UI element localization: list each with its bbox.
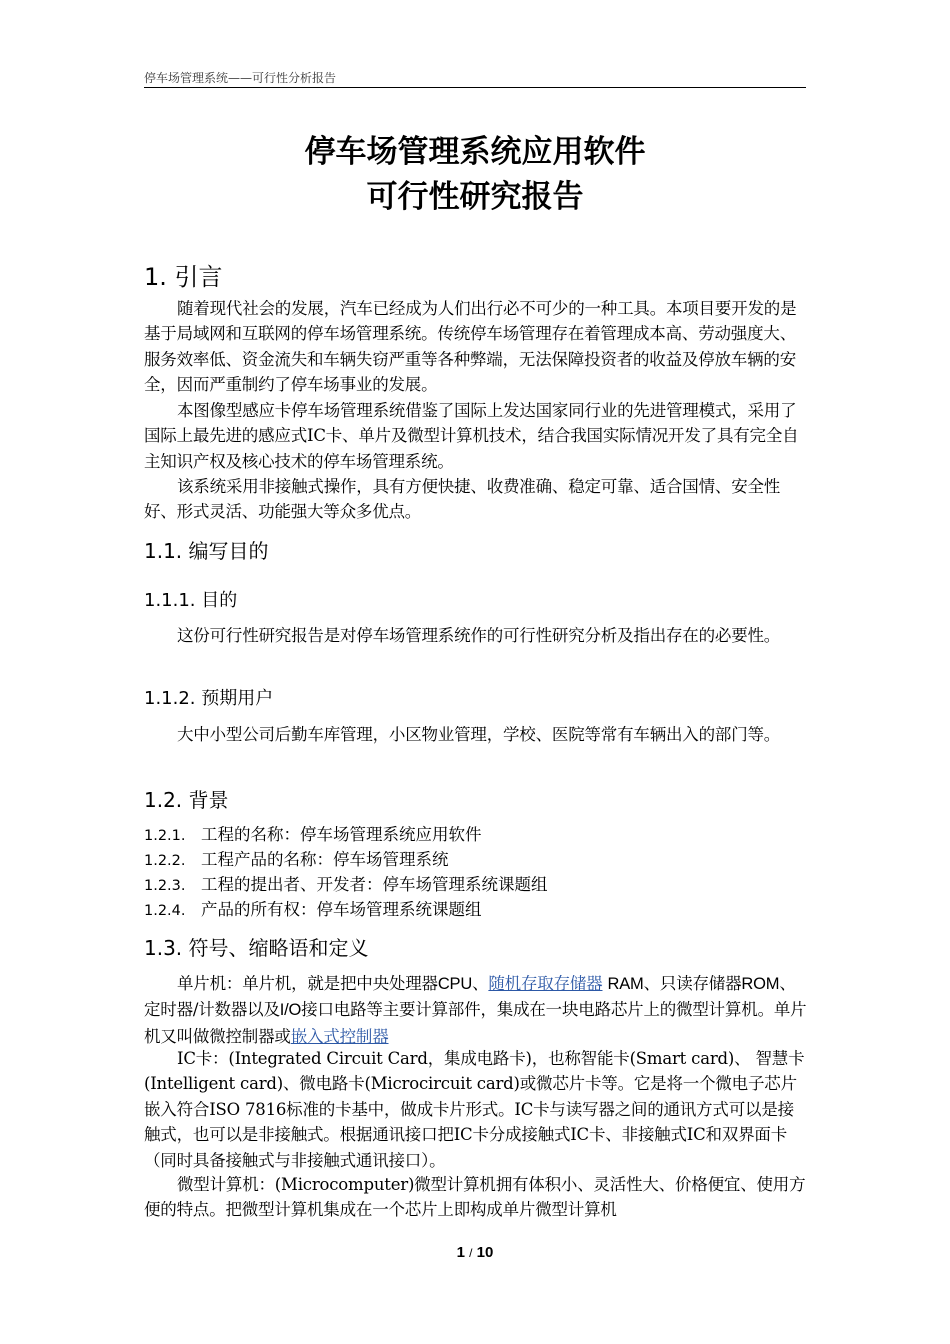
heading-1-2 xyxy=(144,784,229,813)
heading-number: 1. xyxy=(144,263,167,291)
intro-paragraph-3: 该系统采用非接触式操作，具有方便快捷、收费准确、稳定可靠、适合国情、安全性好、形式灵活、功能强大等众多优点。 xyxy=(144,477,781,522)
heading-text: 背景 xyxy=(188,788,229,812)
heading-text: 符号、缩略语和定义 xyxy=(188,936,369,960)
ram-link[interactable]: 随机存取存储器 xyxy=(488,974,603,993)
intro-paragraph-1: 随着现代社会的发展，汽车已经成为人们出行必不可少的一种工具。本项目要开发的是基于局域网和互联网的停车场管理系统。传统停车场管理存在着管理成本高、劳动强度大、服务效率低、资金流失和车辆失窃严重等各种弊端，无法保障投资者的收益及停放车辆的安全，因而严重制约了停车场事业的发展。 xyxy=(144,299,797,395)
heading-1 xyxy=(144,257,223,292)
heading-text: 引言 xyxy=(174,263,223,291)
microcomputer-definition: 微型计算机：(Microcomputer)微型计算机拥有体积小、灵活性大、价格便宜、使用方便的特点。把微型计算机集成在一个芯片上即构成单片微型计算机 xyxy=(144,1175,806,1220)
purpose-paragraph: 这份可行性研究报告是对停车场管理系统作的可行性研究分析及指出存在的必要性。 xyxy=(177,626,781,645)
list-item: 1.2.3. 工程的提出者、开发者：停车场管理系统课题组 xyxy=(144,875,548,894)
heading-1-3 xyxy=(144,932,369,961)
background-list xyxy=(144,822,806,922)
heading-number: 1.2. xyxy=(144,788,183,812)
list-item: 1.2.2. 工程产品的名称：停车场管理系统 xyxy=(144,850,449,869)
heading-1-1-2 xyxy=(144,684,273,710)
title-line-2: 可行性研究报告 xyxy=(366,179,584,215)
heading-number: 1.3. xyxy=(144,936,183,960)
title-line-1: 停车场管理系统应用软件 xyxy=(304,134,646,170)
heading-text: 预期用户 xyxy=(201,688,274,709)
heading-text: 编写目的 xyxy=(188,539,269,563)
heading-number: 1.1.1. xyxy=(144,590,196,611)
list-item: 1.2.1. 工程的名称：停车场管理系统应用软件 xyxy=(144,825,482,844)
heading-1-1-1 xyxy=(144,586,237,612)
heading-1-1 xyxy=(144,535,269,564)
mcu-definition: 单片机：单片机，就是把中央处理器CPU、随机存取存储器 RAM、只读存储器ROM、定时器/计数器以及I/O接口电路等主要计算部件，集成在一块电路芯片上的微型计算机。单片机又叫做微控制器或嵌入式控制器 xyxy=(144,974,807,1046)
running-header: 停车场管理系统——可行性分析报告 xyxy=(144,70,806,88)
ic-card-definition: IC卡：(Integrated Circuit Card，集成电路卡)，也称智能卡(Smart card)、 智慧卡(Intelligent card)、微电路卡(Microcircuit card)或微芯片卡等。它是将一个微电子芯片嵌入符合ISO 7816标准的卡基中，做成卡片形式。IC卡与读写器之间的通讯方式可以是接触式，也可以是非接触式。根据通讯接口把IC卡分成接触式IC卡、非接触式IC和双界面卡（同时具备接触式与非接触式通讯接口）。 xyxy=(144,1049,805,1170)
heading-number: 1.1. xyxy=(144,539,183,563)
list-item: 1.2.4. 产品的所有权：停车场管理系统课题组 xyxy=(144,900,482,919)
document-title xyxy=(144,130,806,220)
page-number: 1 / 10 xyxy=(456,1244,494,1261)
heading-number: 1.1.2. xyxy=(144,688,196,709)
heading-text: 目的 xyxy=(201,590,238,611)
intro-paragraph-2: 本图像型感应卡停车场管理系统借鉴了国际上发达国家同行业的先进管理模式，采用了国际上最先进的感应式IC卡、单片及微型计算机技术，结合我国实际情况开发了具有完全自主知识产权及核心技术的停车场管理系统。 xyxy=(144,401,799,471)
embedded-controller-link[interactable]: 嵌入式控制器 xyxy=(290,1026,389,1046)
users-paragraph: 大中小型公司后勤车库管理，小区物业管理，学校、医院等常有车辆出入的部门等。 xyxy=(177,725,781,744)
